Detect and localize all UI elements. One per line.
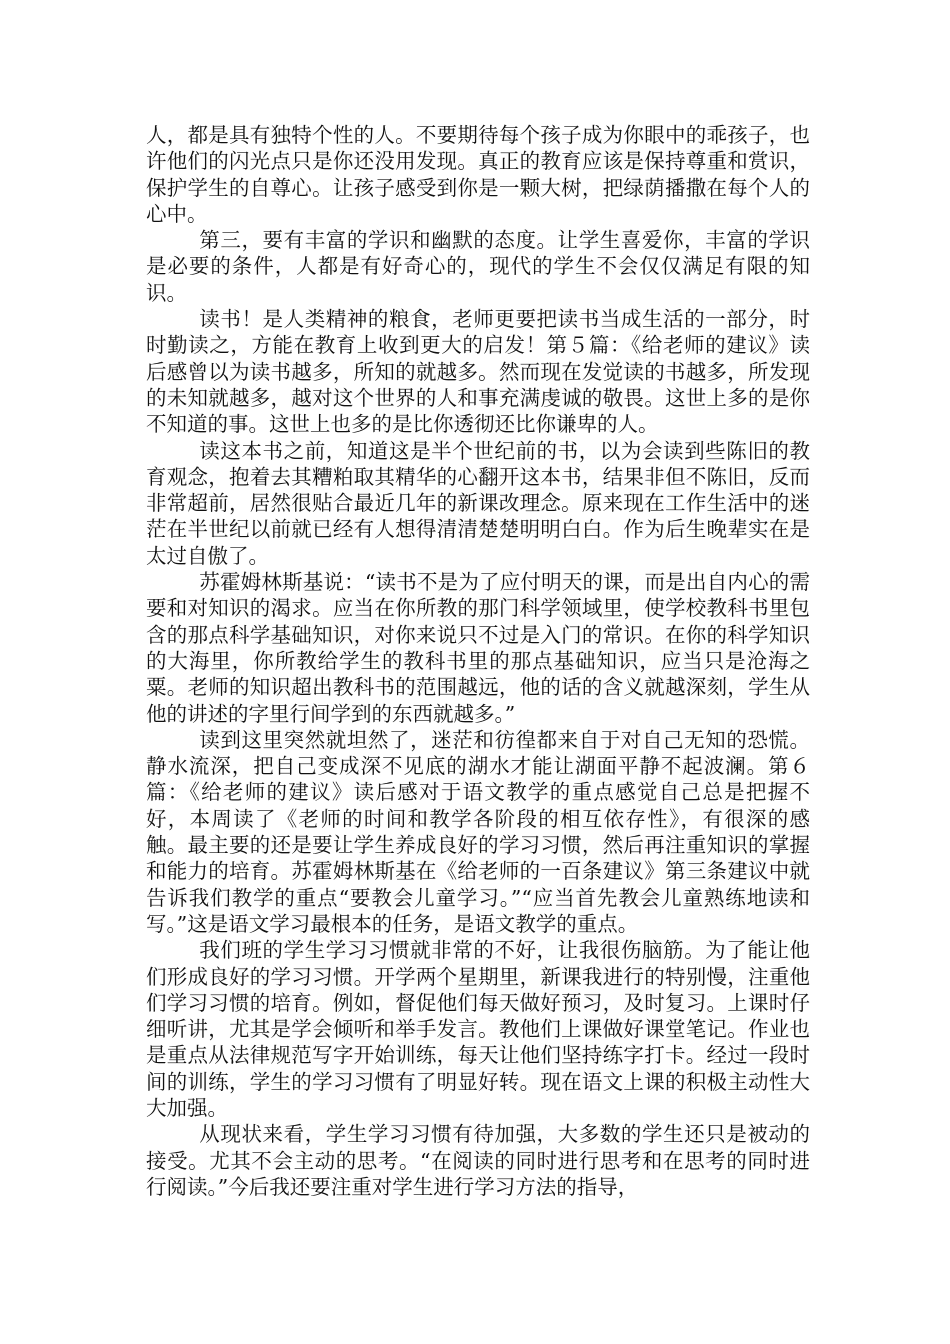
- paragraph-8: 从现状来看，学生学习习惯有待加强，大多数的学生还只是被动的接受。尤其不会主动的思考。“在阅读的同时进行思考和在思考的同时进行阅读。”今后我还要注重对学生进行学习方法的指导，: [146, 1122, 810, 1199]
- paragraph-6: 读到这里突然就坦然了，迷茫和彷徨都来自于对自己无知的恐慌。静水流深，把自己变成深不见底的湖水才能让湖面平静不起波澜。第６篇：《给老师的建议》读后感对于语文教学的重点感觉自己总是把握不好，本周读了《老师的时间和教学各阶段的相互依存性》，有很深的感触。最主要的还是要让学生养成良好的学习习惯，然后再注重知识的掌握和能力的培育。苏霍姆林斯基在《给老师的一百条建议》第三条建议中就告诉我们教学的重点“要教会儿童学习。”“应当首先教会儿童熟练地读和写。”这是语文学习最根本的任务，是语文教学的重点。: [146, 727, 810, 936]
- paragraph-1: 人，都是具有独特个性的人。不要期待每个孩子成为你眼中的乖孩子，也许他们的闪光点只是你还没用发现。真正的教育应该是保持尊重和赏识，保护学生的自尊心。让孩子感受到你是一颗大树，把绿荫播撒在每个人的心中。: [146, 123, 810, 226]
- paragraph-2: 第三，要有丰富的学识和幽默的态度。让学生喜爱你，丰富的学识是必要的条件，人都是有好奇心的，现代的学生不会仅仅满足有限的知识。: [146, 228, 810, 305]
- paragraph-3: 读书！是人类精神的粮食，老师更要把读书当成生活的一部分，时时勤读之，方能在教育上收到更大的启发！第５篇：《给老师的建议》读后感曾以为读书越多，所知的就越多。然而现在发觉读的书越多，所发现的未知就越多，越对这个世界的人和事充满虔诚的敬畏。这世上多的是你不知道的事。这世上也多的是比你透彻还比你谦卑的人。: [146, 307, 810, 437]
- paragraph-4: 读这本书之前，知道这是半个世纪前的书，以为会读到些陈旧的教育观念，抱着去其糟粕取其精华的心翻开这本书，结果非但不陈旧，反而非常超前，居然很贴合最近几年的新课改理念。原来现在工作生活中的迷茫在半世纪以前就已经有人想得清清楚楚明明白白。作为后生晚辈实在是太过自傲了。: [146, 438, 810, 568]
- paragraph-7: 我们班的学生学习习惯就非常的不好，让我很伤脑筋。为了能让他们形成良好的学习习惯。开学两个星期里，新课我进行的特别慢，注重他们学习习惯的培育。例如，督促他们每天做好预习，及时复习。上课时仔细听讲，尤其是学会倾听和举手发言。教他们上课做好课堂笔记。作业也是重点从法律规范写字开始训练，每天让他们坚持练字打卡。经过一段时间的训练，学生的学习习惯有了明显好转。现在语文上课的积极主动性大大加强。: [146, 938, 810, 1120]
- document-body: [146, 122, 810, 1200]
- paragraph-5: 苏霍姆林斯基说：“读书不是为了应付明天的课，而是出自内心的需要和对知识的渴求。应当在你所教的那门科学领域里，使学校教科书里包含的那点科学基础知识，对你来说只不过是入门的常识。在你的科学知识的大海里，你所教给学生的教科书里的那点基础知识，应当只是沧海之粟。老师的知识超出教科书的范围越远，他的话的含义就越深刻，学生从他的讲述的字里行间学到的东西就越多。”: [146, 570, 810, 726]
